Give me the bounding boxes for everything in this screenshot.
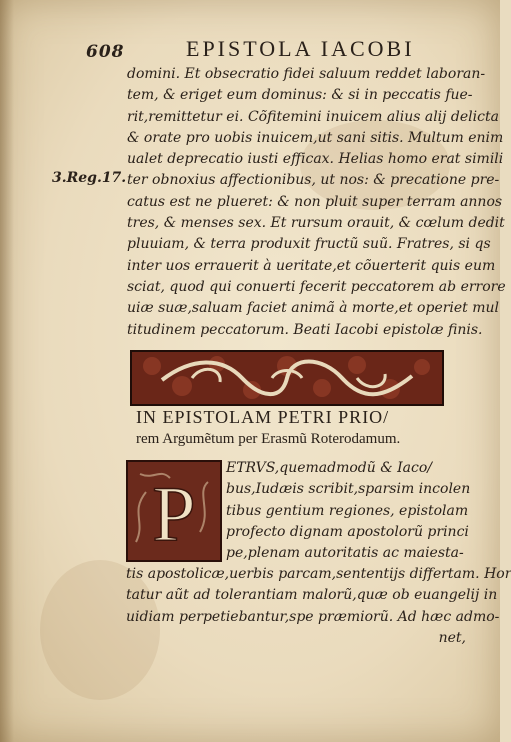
text-line: tem, & eriget eum dominus: & si in peccatis fue- — [127, 87, 473, 104]
text-line: ter obnoxius affectionibus, ut nos: & precatione pre- — [127, 172, 500, 189]
text-line: catus est ne plueret: & non pluit super terram annos — [127, 193, 503, 210]
text-line: ETRVS,quemadmodũ & Iaco/ — [226, 460, 433, 476]
argument-text-beside-initial — [226, 458, 471, 564]
section-heading — [136, 406, 476, 450]
text-line: tres, & menses sex. Et rursum orauit, & cœlum dedit — [127, 215, 505, 232]
text-line: bus,Iudæis scribit,sparsim incolen — [226, 481, 471, 498]
text-line: tatur aũt ad tolerantiam malorũ,quæ ob euangelij in — [126, 587, 498, 604]
text-line: ualet deprecatio iusti efficax. Helias homo erat simili — [127, 151, 504, 168]
catchword: net, — [438, 629, 466, 646]
heading-line: rem Argumẽtum per Erasmũ Roterodamum. — [136, 431, 401, 447]
page-number: 608 — [86, 42, 125, 62]
text-line: pe,plenam autoritatis ac maiesta- — [226, 545, 464, 562]
argument-text — [126, 564, 511, 649]
text-line: titudinem peccatorum. Beati Iacobi epistolæ finis. — [127, 321, 483, 338]
text-line: rit,remittetur ei. Cõfitemini inuicem alius alij delicta — [127, 108, 499, 125]
decorated-initial — [126, 460, 222, 562]
initial-letter: P — [152, 470, 196, 557]
decorative-headpiece — [130, 350, 444, 406]
text-line: uidiam perpetiebantur,spe præmiorũ. Ad hæc admo- — [126, 608, 500, 625]
heading-line: IN EPISTOLAM PETRI PRIO/ — [136, 407, 390, 427]
epistle-text-block — [127, 64, 506, 341]
text-line: & orate pro uobis inuicem,ut sani sitis. Multum enim — [127, 129, 504, 146]
text-line: domini. Et obsecratio fidei saluum reddet laboran- — [127, 66, 486, 82]
text-line: inter uos errauerit à ueritate,et cõuerterit quis eum — [127, 257, 496, 274]
text-line: pluuiam, & terra produxit fructũ suũ. Fratres, si qs — [127, 236, 491, 253]
text-line: profecto dignam apostolorũ princi — [226, 523, 469, 540]
text-line: tis apostolicæ,uerbis parcam,sententijs differtam. Hor — [126, 566, 511, 582]
text-line: sciat, quod qui conuerti fecerit peccatorem ab errore — [127, 278, 506, 295]
running-head: EPISTOLA IACOBI — [186, 36, 415, 61]
text-line: uiæ suæ,saluam faciet animã à morte,et operiet mul — [127, 300, 500, 317]
text-line: tibus gentium regiones, epistolam — [226, 502, 469, 519]
margin-note: 3.Reg.17. — [52, 170, 127, 186]
